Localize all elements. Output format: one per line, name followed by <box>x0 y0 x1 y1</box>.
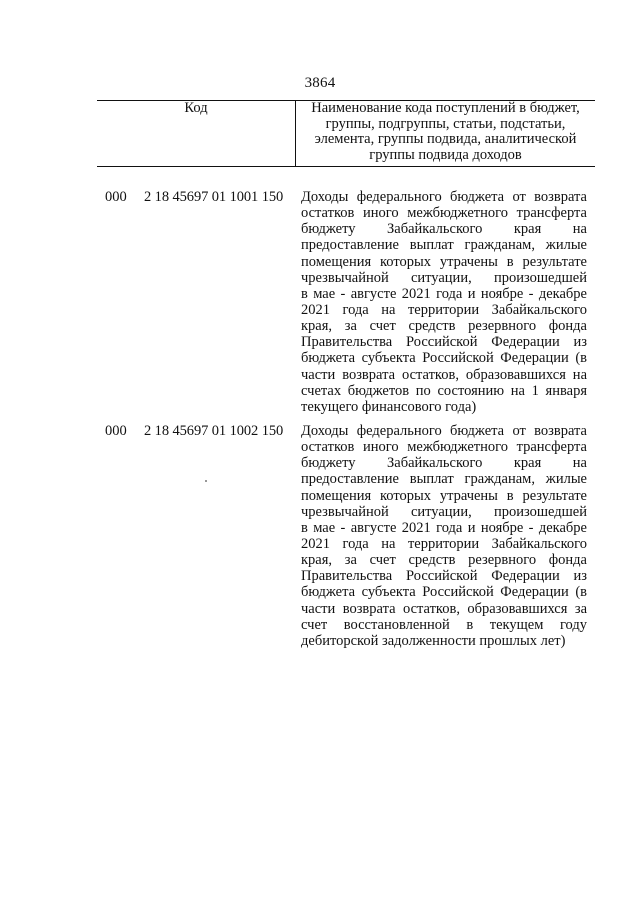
description-line: счет восстановленной в текущем году <box>301 616 587 633</box>
description-line: Доходы федерального бюджета от возврата <box>301 189 587 205</box>
page-number: 3864 <box>304 75 336 91</box>
description-line: бюджету Забайкальского края на <box>301 221 587 238</box>
description-line: помещения которых утрачены в результате <box>301 253 587 270</box>
description-line: текущего финансового года) <box>301 398 477 415</box>
description-line: в мае - августе 2021 года и ноябре - декабре <box>301 285 587 302</box>
description-line: предоставление выплат гражданам, жилые <box>301 471 587 488</box>
description-line: части возврата остатков, образовавшихся за <box>301 600 587 617</box>
admin-code: 000 <box>105 423 127 439</box>
description-line: дебиторской задолженности прошлых лет) <box>301 632 566 649</box>
description-line: в мае - августе 2021 года и ноябре - декабре <box>301 519 587 536</box>
description-line: чрезвычайной ситуации, произошедшей <box>301 503 587 520</box>
name-column-header: Наименование кода поступлений в бюджет, группы, подгруппы, статьи, подстатьи, элемента, группы подвида, аналитической группы подвида доходов <box>296 101 596 167</box>
description-line: бюджету Забайкальского края на <box>301 455 587 472</box>
description-line: помещения которых утрачены в результате <box>301 487 587 504</box>
description-line: счетах бюджетов по состоянию на 1 января <box>301 382 587 399</box>
description-line: Доходы федерального бюджета от возврата <box>301 423 587 439</box>
scan-speck <box>205 480 207 482</box>
description-line: части возврата остатков, образовавшихся на <box>301 366 587 383</box>
description-line: предоставление выплат гражданам, жилые <box>301 237 587 254</box>
description-line: Правительства Российской Федерации из <box>301 568 587 585</box>
description-line: бюджета субъекта Российской Федерации (в <box>301 584 587 601</box>
description-line: остатков иного межбюджетного трансферта <box>301 439 587 456</box>
description-line: бюджета субъекта Российской Федерации (в <box>301 350 587 367</box>
description-line: остатков иного межбюджетного трансферта <box>301 205 587 222</box>
description-line: края, за счет средств резервного фонда <box>301 318 587 335</box>
income-code: 2 18 45697 01 1002 150 <box>144 423 284 439</box>
description-line: чрезвычайной ситуации, произошедшей <box>301 269 587 286</box>
admin-code: 000 <box>105 189 127 205</box>
description-line: Правительства Российской Федерации из <box>301 334 587 351</box>
description-line: 2021 года на территории Забайкальского <box>301 535 587 552</box>
table-header <box>97 100 595 167</box>
code-column-header: Код <box>97 101 296 167</box>
income-description <box>301 423 587 649</box>
income-code: 2 18 45697 01 1001 150 <box>144 189 284 205</box>
income-description <box>301 189 587 415</box>
description-line: края, за счет средств резервного фонда <box>301 552 587 569</box>
description-line: 2021 года на территории Забайкальского <box>301 301 587 318</box>
